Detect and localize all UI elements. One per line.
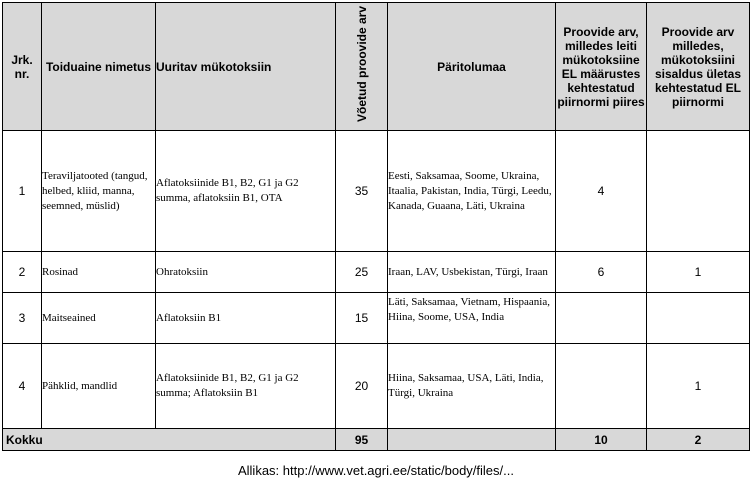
cell-nimetus: Maitseained <box>42 293 156 344</box>
cell-piires <box>556 293 647 344</box>
header-paritolumaa: Päritolumaa <box>388 3 556 131</box>
total-label: Kokku <box>3 429 336 451</box>
cell-nr: 3 <box>3 293 42 344</box>
cell-uletas: 1 <box>647 344 750 429</box>
total-row <box>3 429 750 451</box>
cell-nr: 4 <box>3 344 42 429</box>
cell-uletas <box>647 293 750 344</box>
header-uletas: Proovide arv milledes, mükotoksiini sisaldus ületas kehtestatud EL piirnormi <box>647 3 750 131</box>
cell-arv: 15 <box>336 293 388 344</box>
total-paritolu-empty <box>388 429 556 451</box>
total-piires: 10 <box>556 429 647 451</box>
cell-paritolu: Läti, Saksamaa, Vietnam, Hispaania, Hiina, Soome, USA, India <box>388 293 556 344</box>
header-mukotoksiin: Uuritav mükotoksiin <box>156 3 336 131</box>
table-row <box>3 131 750 252</box>
cell-uletas: 1 <box>647 252 750 293</box>
cell-nr: 1 <box>3 131 42 252</box>
cell-uletas <box>647 131 750 252</box>
mycotoxin-table <box>2 2 750 451</box>
header-proovide-arv <box>336 3 388 131</box>
cell-nr: 2 <box>3 252 42 293</box>
cell-arv: 35 <box>336 131 388 252</box>
cell-piires: 6 <box>556 252 647 293</box>
table-row <box>3 344 750 429</box>
cell-mukotoksiin: Aflatoksiinide B1, B2, G1 ja G2 summa, aflatoksiin B1, OTA <box>156 131 336 252</box>
cell-mukotoksiin: Aflatoksiin B1 <box>156 293 336 344</box>
cell-paritolu: Eesti, Saksamaa, Soome, Ukraina, Itaalia, Pakistan, India, Türgi, Leedu, Kanada, Guaana, Läti, Ukraina <box>388 131 556 252</box>
cell-mukotoksiin: Ohratoksiin <box>156 252 336 293</box>
total-uletas: 2 <box>647 429 750 451</box>
cell-arv: 20 <box>336 344 388 429</box>
header-row <box>3 3 750 131</box>
cell-piires: 4 <box>556 131 647 252</box>
cell-paritolu: Hiina, Saksamaa, USA, Läti, India, Türgi, Ukraina <box>388 344 556 429</box>
cell-mukotoksiin: Aflatoksiinide B1, B2, G1 ja G2 summa; Aflatoksiin B1 <box>156 344 336 429</box>
cell-arv: 25 <box>336 252 388 293</box>
cell-nimetus: Pähklid, mandlid <box>42 344 156 429</box>
table-row <box>3 252 750 293</box>
table-row <box>3 293 750 344</box>
cell-nimetus: Teraviljatooted (tangud, helbed, kliid, manna, seemned, müslid) <box>42 131 156 252</box>
header-piires: Proovide arv, milledes leiti mükotoksiine EL määrustes kehtestatud piirnormi piires <box>556 3 647 131</box>
header-jrk: Jrk. nr. <box>3 3 42 131</box>
cell-nimetus: Rosinad <box>42 252 156 293</box>
total-arv: 95 <box>336 429 388 451</box>
header-proovide-arv-text: Võetud proovide arv <box>354 5 369 122</box>
cell-piires <box>556 344 647 429</box>
source-caption: Allikas: http://www.vet.agri.ee/static/body/files/... <box>237 463 514 478</box>
header-toiduaine: Toiduaine nimetus <box>42 3 156 131</box>
cell-paritolu: Iraan, LAV, Usbekistan, Türgi, Iraan <box>388 252 556 293</box>
